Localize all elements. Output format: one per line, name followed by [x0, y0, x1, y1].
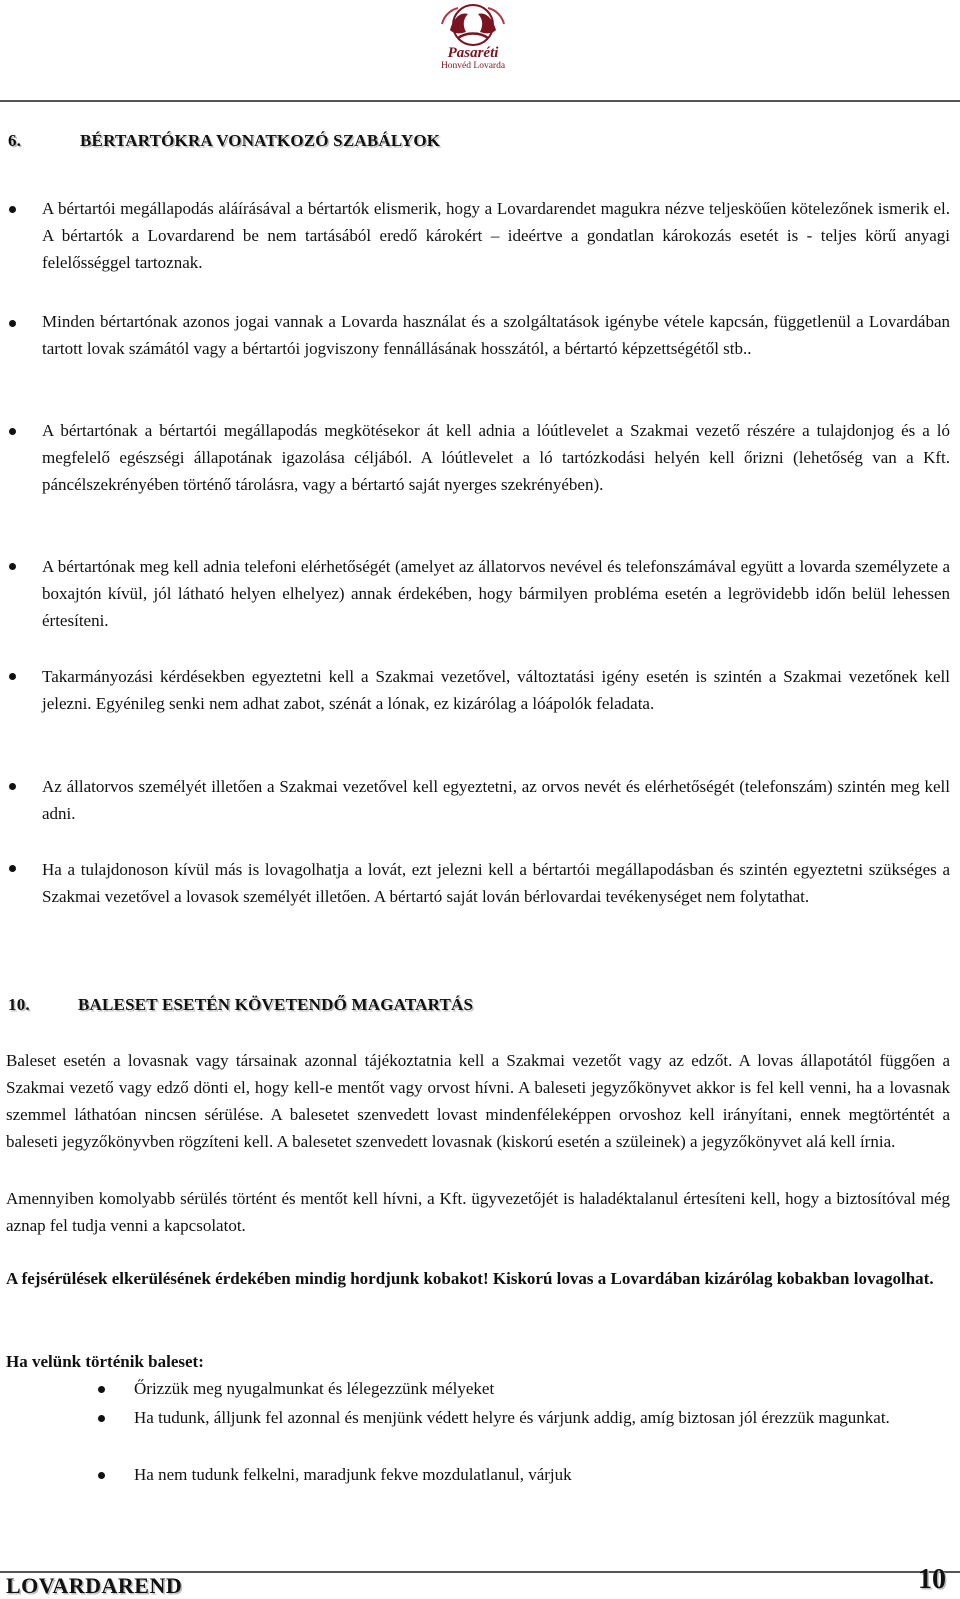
- logo-name: Pasaréti: [447, 45, 499, 61]
- bullet-icon: [9, 563, 16, 570]
- section-6-heading: [8, 131, 440, 151]
- bullet-icon: [98, 1415, 105, 1422]
- horse-logo-icon: [428, 2, 518, 48]
- list-item: Ha nem tudunk felkelni, maradjunk fekve mozdulatlanul, várjuk: [134, 1465, 572, 1484]
- bullet-icon: [9, 673, 16, 680]
- helmet-notice: A fejsérülések elkerülésének érdekében mindig hordjunk kobakot! Kiskorú lovas a Lovardában kizárólag kobakban lovagolhat.: [6, 1269, 934, 1288]
- logo-subtitle: Honvéd Lovarda: [440, 61, 506, 71]
- rule-item: A bértartónak meg kell adnia telefoni elérhetőségét (amelyet az állatorvos nevével és telefonszámával együtt a lovarda személyzete a boxajtón kívül, jól látható helyen elhelyez) annak érdekében, hogy bármilyen probléma esetén a legrövidebb időn belül lehessen értesíteni.: [42, 557, 950, 630]
- bullet-icon: [9, 206, 16, 213]
- header-divider: [0, 100, 960, 102]
- section-6-title: BÉRTARTÓKRA VONATKOZÓ SZABÁLYOK: [80, 131, 441, 150]
- section-6-number: 6.: [8, 131, 22, 150]
- page-number: 10: [918, 1564, 946, 1595]
- rule-item: Takarmányozási kérdésekben egyeztetni kell a Szakmai vezetővel, változtatási igény esetén is szintén a Szakmai vezetőnek kell jelezni. Egyénileg senki nem adhat zabot, szénát a lónak, ez kizárólag a lóápolók feladata.: [42, 667, 950, 713]
- rule-item: Az állatorvos személyét illetően a Szakmai vezetővel kell egyeztetni, az orvos nevét és elérhetőségét (telefonszám) szintén meg kell adni.: [42, 777, 950, 823]
- accident-paragraph: Baleset esetén a lovasnak vagy társainak azonnal tájékoztatnia kell a Szakmai vezetőt vagy az edzőt. A lovas állapotától függően a Szakmai vezető vagy edző dönti el, hogy kell-e mentőt vagy orvost hívni. A baleseti jegyzőkönyvet akkor is fel kell venni, ha a lovasnak szemmel láthatóan nincsen sérülése. A balesetet szenvedett lovast mindenféleképpen orvoshoz kell irányítani, ennek megtörténtét a baleseti jegyzőkönyvben rögzíteni kell. A balesetet szenvedett lovasnak (kiskorú esetén a szüleinek) a jegyzőkönyvet alá kell írnia.: [6, 1051, 950, 1151]
- rule-item: A bértartói megállapodás aláírásával a bértartók elismerik, hogy a Lovardarendet magukra nézve teljesköűen kötelezőnek ismerik el. A bértartók a Lovardarend be nem tartásából eredő károkért – ideértve a gondatlan károkozás esetét is - teljes körű anyagi felelősséggel tartoznak.: [42, 199, 950, 272]
- bullet-icon: [9, 428, 16, 435]
- rule-item: A bértartónak a bértartói megállapodás megkötésekor át kell adnia a lóútlevelet a Szakmai vezető részére a tulajdonjog és a ló megfelelő egészségi állapotának igazolása céljából. A lóútlevelet a ló tartózkodási helyén kell őrizni (lehetőség van a Kft. páncélszekrényében történő tárolásra, vagy a bértartó saját nyerges szekrényében).: [42, 421, 950, 494]
- bullet-icon: [98, 1386, 105, 1393]
- section-10-title: BALESET ESETÉN KÖVETENDŐ MAGATARTÁS: [78, 995, 474, 1014]
- section-10-heading: [8, 995, 473, 1015]
- accident-paragraph-2: Amennyiben komolyabb sérülés történt és mentőt kell hívni, a Kft. ügyvezetőjét is haladéktalanul értesíteni kell, hogy a biztosítóval még aznap fel tudja venni a kapcsolatot.: [6, 1189, 950, 1235]
- bullet-icon: [98, 1472, 105, 1479]
- accident-subheading: Ha velünk történik baleset:: [6, 1352, 204, 1371]
- bullet-icon: [9, 320, 16, 327]
- list-item: Őrizzük meg nyugalmunkat és lélegezzünk mélyeket: [134, 1379, 495, 1398]
- footer-title: LOVARDAREND: [6, 1573, 183, 1598]
- bullet-icon: [9, 783, 16, 790]
- bullet-icon: [9, 865, 16, 872]
- rule-item: Minden bértartónak azonos jogai vannak a Lovarda használat és a szolgáltatások igénybe vétele kapcsán, függetlenül a Lovardában tartott lovak számától vagy a bértartói jogviszony fennállásának hosszától, a bértartó képzettségétől stb..: [42, 312, 950, 358]
- list-item: Ha tudunk, álljunk fel azonnal és menjünk védett helyre és várjunk addig, amíg biztosan jól érezzük magunkat.: [134, 1408, 890, 1427]
- logo: [418, 2, 528, 82]
- rule-item: Ha a tulajdonoson kívül más is lovagolhatja a lovát, ezt jelezni kell a bértartói megállapodásban és szintén egyeztetni szükséges a Szakmai vezetővel a lovasok személyét illetően. A bértartó saját lován bérlovardai tevékenységet nem folytathat.: [42, 860, 950, 906]
- section-10-number: 10.: [8, 995, 30, 1014]
